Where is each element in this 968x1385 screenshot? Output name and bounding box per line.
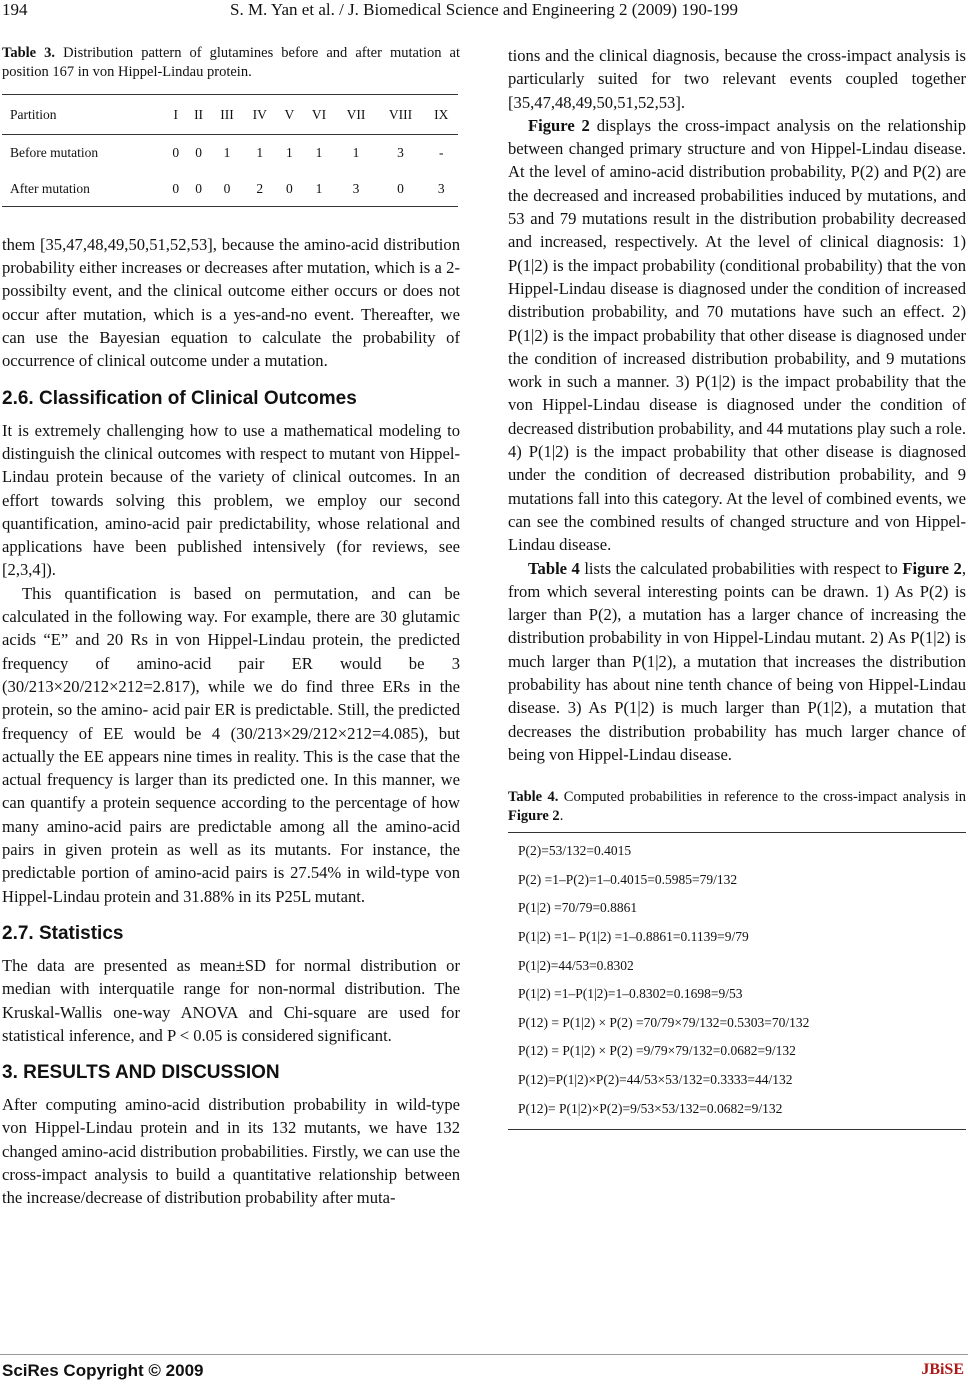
paragraph-text: , from which several interesting points can be drawn. 1) As P(2) is larger than P(2), a mutation has a larger chance of increasing the distribution probability in von Hippel-Lindau mutant. 2) As P(1|2) is much larger than P(1|2), a mutation that increases the distribution probability has about nine tenth chance of being von Hippel-Lindau disease. 3) As P(1|2) is much larger than P(1|2), a mutation that decreases the distribution probability has much larger chance of being von Hippel-Lindau disease. (508, 558, 966, 764)
table3-cell: 1 (352, 145, 360, 161)
table4-caption-end: . (559, 808, 564, 825)
table3-cell: 0 (211, 171, 243, 207)
table4-line: P(2) =1–P(2)=1–0.4015=0.5985=79/132 (518, 871, 738, 887)
table3-cell: 1 (302, 171, 335, 207)
table3-header-row (2, 95, 458, 135)
table4-line: P(1|2) =1– P(1|2) =1–0.8861=0.1139=9/79 (518, 928, 749, 944)
section-heading-2-7: 2.7. Statistics (2, 922, 124, 944)
table3-header-cell: II (186, 95, 211, 135)
table4-caption-label: Table 4. (508, 789, 559, 806)
table3-header-cell: I (165, 95, 186, 135)
body-paragraph: The data are presented as mean±SD for normal distribution or median with interquatile range for non-normal distribution. The Kruskal-Wallis one-way ANOVA and Chi-square are used for statistical inference, and P < 0.05 is considered significant. (2, 955, 460, 1045)
section-heading-3: 3. RESULTS AND DISCUSSION (2, 1062, 280, 1084)
table3-cell: 0 (172, 145, 180, 161)
table3-caption-label: Table 3. (2, 45, 56, 61)
figure-reference: Figure 2 (528, 115, 590, 135)
table4-line: P(1|2)=44/53=0.8302 (518, 957, 634, 973)
table3-header-cell: VIII (376, 95, 424, 135)
table4-line: P(12)=P(1|2)×P(2)=44/53×53/132=0.3333=44/132 (518, 1071, 793, 1087)
page-number: 194 (2, 0, 28, 19)
table3-caption-text: Distribution pattern of glutamines before and after mutation at position 167 in von Hippel-Lindau protein. (2, 45, 460, 80)
table-row (2, 135, 458, 171)
table3-header-cell: VII (336, 95, 377, 135)
table4-caption-figure-ref: Figure 2 (508, 808, 560, 825)
body-paragraph: After computing amino-acid distribution probability in wild-type von Hippel-Lindau protein and in its 132 mutants, we have 132 changed amino-acid distribution probabilities. Firstly, we can use the cross-impact analysis to build a quantitative relationship between the increase/decrease of distribution probability after muta- (2, 1095, 460, 1208)
table3-cell: 3 (425, 171, 458, 207)
table3-caption (2, 44, 460, 82)
table3-cell: Before mutation (10, 145, 99, 161)
table3 (2, 94, 458, 207)
body-paragraph (508, 557, 966, 767)
table4-line: P(12) = P(1|2) × P(2) =70/79×79/132=0.5303=70/132 (518, 1014, 810, 1030)
figure-reference: Figure 2 (902, 558, 962, 578)
section-heading-2-6: 2.6. Classification of Clinical Outcomes (2, 387, 357, 409)
table3-cell: - (439, 145, 444, 161)
table3-header-cell: IX (425, 95, 458, 135)
table3-cell: 0 (186, 171, 211, 207)
table4-line: P(2)=53/132=0.4015 (518, 843, 632, 859)
table3-cell: 1 (315, 145, 323, 161)
right-column (508, 44, 966, 1130)
table3-cell: 2 (243, 171, 276, 207)
paragraph-text: displays the cross-impact analysis on the relationship between changed primary structure and von Hippel-Lindau disease. At the level of amino-acid distribution probability, P(2) and P(2) are the decreased and increased probabilities induced by mutations, and 53 and 79 mutations result in the distribution probability decreased and increased, respectively. At the level of clinical diagnosis: 1) P(1|2) is the impact probability (conditional probability) that the von Hippel-Lindau disease is diagnosed under the condition of increased distribution probability, and 70 mutations have such an effect. 2) P(1|2) is the impact probability that other disease is diagnosed under the condition of increased distribution probability, and 9 mutations work in such a manner. 3) P(1|2) is the impact probability that the von Hippel-Lindau disease is diagnosed under the condition of decreased distribution probability, and 44 mutations play such a role. 4) P(1|2) is the impact probability that other disease is diagnosed under the condition of decreased distribution probability, and 9 mutations fall into this category. At the level of combined events, we can see the combined results of changed structure and von Hippel-Lindau disease. (508, 115, 966, 555)
table3-cell: 1 (223, 145, 231, 161)
running-title: S. M. Yan et al. / J. Biomedical Science and Engineering 2 (2009) 190-199 (229, 0, 739, 19)
table-row (2, 171, 458, 207)
table4-caption-text: Computed probabilities in reference to the cross-impact analysis in (558, 789, 967, 806)
table3-cell: 1 (256, 145, 264, 161)
body-paragraph: tions and the clinical diagnosis, because the cross-impact analysis is particularly suited for two relevant events coupled together [35,47,48,49,50,51,52,53]. (508, 46, 966, 112)
body-paragraph: them [35,47,48,49,50,51,52,53], because the amino-acid distribution probability either increases or decreases after mutation, which is a 2-possibilty event, and the clinical outcome either occurs or does not occur after mutation, which is a yes-and-no event. Thereafter, we can use the Bayesian equation to calculate the probability of occurrence of clinical outcome under a mutation. (2, 234, 460, 371)
table4-line: P(12)= P(1|2)×P(2)=9/53×53/132=0.0682=9/132 (518, 1100, 783, 1116)
body-paragraph: This quantification is based on permutation, and can be calculated in the following way. For example, there are 30 glutamic acids “E” and 20 Rs in von Hippel-Lindau protein, the predicted frequency of amino-acid pair ER would be 3 (30/213×20/212×212=2.817), while we do find three ERs in the protein, so the amino- acid pair ER is predictable. Still, the predicted frequency of EE would be 4 (30/213×29/212×212=4.085), but actually the EE appears nine times in reality. This is the case that the actual frequency is larger than its predicted one. In this manner, we can quantify a protein sequence according to the percentage of how many amino-acid pairs are predictable among all the amino-acid pairs in given protein as well as its mutants. For instance, the predictable portion of amino-acid pairs is 27.54% in wild-type von Hippel-Lindau protein and 31.88% in its P25L mutant. (2, 583, 460, 906)
page-footer (0, 1354, 968, 1385)
table3-cell: 3 (336, 171, 377, 207)
table4 (508, 832, 966, 1130)
table3-cell: 0 (276, 171, 302, 207)
table4-caption (508, 788, 966, 826)
page-header (0, 0, 968, 28)
table3-header-cell: VI (302, 95, 335, 135)
body-paragraph (508, 114, 966, 557)
table3-cell: 1 (285, 145, 293, 161)
table3-header-cell: V (276, 95, 302, 135)
body-paragraph: It is extremely challenging how to use a mathematical modeling to distinguish the clinical outcomes with respect to mutant von Hippel-Lindau protein because of the variety of clinical outcomes. In an effort towards solving this problem, we employ our second quantification, amino-acid pair predictability, whose relational and applications have been published intensively (for reviews, see [2,3,4]). (2, 420, 460, 580)
journal-logo: JBiSE (921, 1361, 964, 1378)
table4-line: P(12) = P(1|2) × P(2) =9/79×79/132=0.0682=9/132 (518, 1043, 796, 1059)
copyright-notice: SciRes Copyright © 2009 (2, 1361, 204, 1380)
table3-cell: 0 (165, 171, 186, 207)
left-column (2, 44, 460, 1210)
table4-line: P(1|2) =1–P(1|2)=1–0.8302=0.1698=9/53 (518, 986, 743, 1002)
table3-cell: 0 (376, 171, 424, 207)
table3-cell: 3 (397, 145, 404, 161)
table3-cell: After mutation (2, 171, 165, 207)
table3-header-cell: Partition (2, 95, 165, 135)
paragraph-text: lists the calculated probabilities with respect to (579, 558, 903, 578)
table4-line: P(1|2) =70/79=0.8861 (518, 900, 638, 916)
table3-header-cell: IV (243, 95, 276, 135)
table3-header-cell: III (211, 95, 243, 135)
table3-cell: 0 (195, 145, 202, 161)
table-reference: Table 4 (528, 558, 580, 578)
